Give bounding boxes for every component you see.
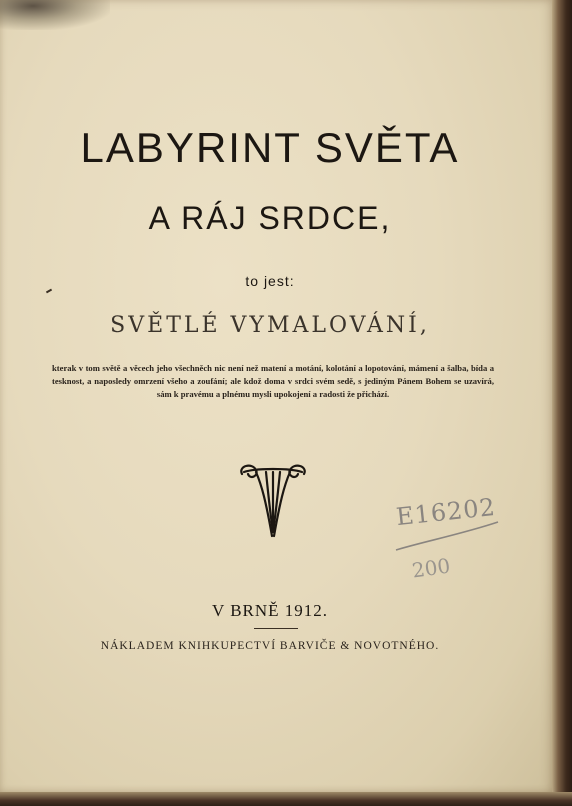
ink-mark [46, 289, 52, 294]
handwritten-price: 200 [410, 553, 452, 583]
place-and-year: V BRNĚ 1912. [211, 601, 329, 620]
connector-text: to jest: [245, 273, 295, 289]
book-subtitle: SVĚTLÉ VYMALOVÁNÍ, [110, 313, 430, 338]
divider-rule [254, 628, 298, 629]
lyre-ornament-icon [236, 462, 310, 542]
ink-stain [0, 0, 110, 30]
book-description: kterak v tom světě a věcech jeho všechněch nic není než matení a motání, kolotání a lopotování, mámení a šalba, bída a tesknost, a naposledy omrzení všeho a zoufání; ale kdož doma v srdci svém sedě, s jediným Pánem Bohem se uzavírá, sám k pravému a plnému mysli upokojení a radosti že přichází. [52, 363, 494, 399]
book-title-line2: A RÁJ SRDCE, [148, 200, 392, 236]
handwritten-catalog-number: E16202 [394, 492, 498, 532]
book-edge-right [552, 0, 572, 806]
publisher-line: NÁKLADEM KNIHKUPECTVÍ BARVIČE & NOVOTNÉHO. [100, 640, 440, 652]
book-title-line1: LABYRINT SVĚTA [80, 124, 460, 171]
book-edge-bottom [0, 792, 572, 806]
